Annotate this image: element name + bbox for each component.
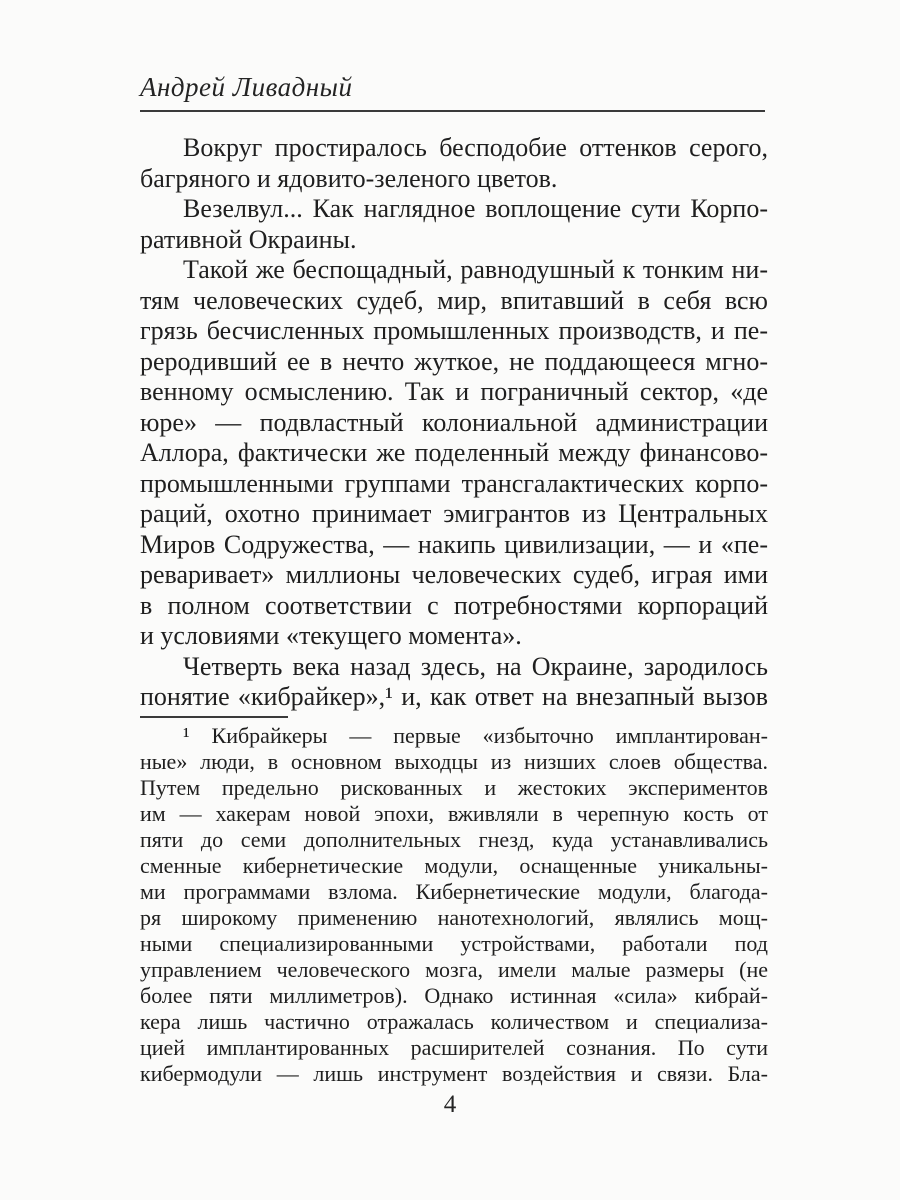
running-header-author: Андрей Ливадный bbox=[140, 72, 353, 102]
body-line: багряного и ядовито-зеленого цветов. bbox=[140, 163, 558, 193]
footnote-line: ря широкому применению нанотехнологий, являлись мощ- bbox=[140, 905, 768, 930]
header-rule bbox=[140, 110, 765, 112]
footnote-line: ные» люди, в основном выходцы из низших слоев общества. bbox=[140, 749, 768, 774]
footnote-line: кера лишь частично отражалась количеством и специализа- bbox=[140, 1009, 768, 1034]
body-line: венному осмыслению. Так и пограничный сектор, «де bbox=[140, 377, 768, 406]
footnote-line: ¹ Кибрайкеры — первые «избыточно имплантирован- bbox=[183, 723, 768, 748]
body-line: Четверть века назад здесь, на Окраине, зародилось bbox=[183, 651, 768, 681]
footnote-line: Путем предельно рискованных и жестоких экспериментов bbox=[140, 775, 768, 800]
body-line: Вокруг простиралось бесподобие оттенков серого, bbox=[183, 133, 768, 162]
footnote-line: им — хакерам новой эпохи, вживляли в черепную кость от bbox=[140, 801, 768, 826]
body-line: реродивший ее в нечто жуткое, не поддающееся мгно- bbox=[140, 346, 768, 376]
footnote-line: ми программами взлома. Кибернетические модули, благода- bbox=[140, 879, 768, 904]
footnote-line: более пяти миллиметров). Однако истинная «сила» кибрай- bbox=[140, 983, 768, 1008]
body-line: в полном соответствии с потребностями корпораций bbox=[140, 590, 768, 620]
body-line: тям человеческих судеб, мир, впитавший в себя всю bbox=[140, 285, 768, 315]
body-line: грязь бесчисленных промышленных производств, и пе- bbox=[140, 316, 768, 345]
body-line: Такой же беспощадный, равнодушный к тонким ни- bbox=[183, 255, 768, 284]
body-line: Миров Содружества, — накипь цивилизации, — и «пе- bbox=[140, 529, 768, 559]
body-line: понятие «кибрайкер»,¹ и, как ответ на внезапный вызов bbox=[140, 682, 768, 711]
body-line: раций, охотно принимает эмигрантов из Центральных bbox=[140, 499, 768, 528]
footnote-separator bbox=[140, 716, 288, 718]
body-line: промышленными группами трансгалактических корпо- bbox=[140, 468, 768, 498]
body-line: и условиями «текущего момента». bbox=[140, 621, 522, 650]
footnote-line: сменные кибернетические модули, оснащенные уникальны- bbox=[140, 853, 768, 878]
footnote-line: управлением человеческого мозга, имели малые размеры (не bbox=[140, 957, 768, 982]
body-line: ративной Окраины. bbox=[140, 224, 357, 254]
body-line: юре» — подвластный колониальной администрации bbox=[140, 407, 768, 437]
footnote-line: кибермодули — лишь инструмент воздействия и связи. Бла- bbox=[140, 1061, 768, 1086]
footnote-line: пяти до семи дополнительных гнезд, куда устанавливались bbox=[140, 827, 768, 852]
body-text bbox=[140, 133, 768, 713]
page-number: 4 bbox=[443, 1091, 457, 1118]
body-line: Везелвул... Как наглядное воплощение сути Корпо- bbox=[183, 194, 768, 223]
body-line: реваривает» миллионы человеческих судеб, играя ими bbox=[140, 560, 768, 589]
footnote-line: ными специализированными устройствами, работали под bbox=[140, 931, 768, 956]
body-line: Аллора, фактически же поделенный между финансово- bbox=[140, 438, 768, 467]
footnote-text bbox=[140, 723, 768, 1087]
footnote-line: цией имплантированных расширителей сознания. По сути bbox=[140, 1035, 768, 1060]
